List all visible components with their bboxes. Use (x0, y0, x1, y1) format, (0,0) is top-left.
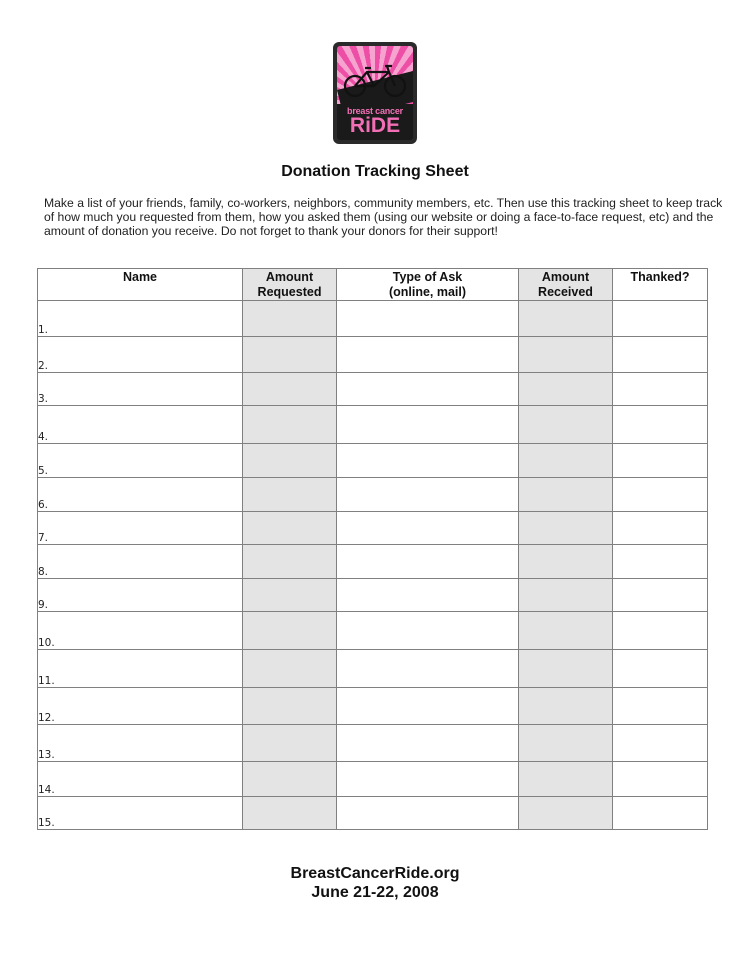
header-line: (online, mail) (388, 285, 467, 299)
amount-received-cell[interactable] (519, 797, 613, 830)
type-of-ask-cell[interactable] (337, 579, 519, 612)
column-header-type-of-ask (337, 269, 519, 301)
header-line: Type of Ask (392, 270, 463, 284)
amount-received-cell[interactable] (519, 688, 613, 725)
logo-badge (337, 46, 413, 140)
thanked-cell[interactable] (613, 444, 708, 478)
amount-received-cell[interactable] (519, 478, 613, 512)
column-header-name: Name (38, 269, 243, 301)
amount-requested-cell[interactable] (243, 579, 337, 612)
table-header-row (38, 269, 708, 301)
thanked-cell[interactable] (613, 579, 708, 612)
instructions-paragraph: Make a list of your friends, family, co-workers, neighbors, community members, etc. Then use this tracking sheet to keep track of how much you requested from them, how you asked them (using our website or doing a face-to-face request, etc) and the amount of donation you receive. Do not forget to thank your donors for their support! (44, 196, 723, 238)
type-of-ask-cell[interactable] (337, 725, 519, 762)
table-row (38, 301, 708, 337)
name-cell[interactable]: 9. (38, 579, 243, 612)
page-title: Donation Tracking Sheet (281, 163, 469, 180)
amount-received-cell[interactable] (519, 579, 613, 612)
thanked-cell[interactable] (613, 478, 708, 512)
amount-received-cell[interactable] (519, 545, 613, 579)
bicycle-icon (341, 62, 409, 98)
amount-received-cell[interactable] (519, 444, 613, 478)
table-row (38, 725, 708, 762)
name-cell[interactable]: 12. (38, 688, 243, 725)
type-of-ask-cell[interactable] (337, 797, 519, 830)
thanked-cell[interactable] (613, 337, 708, 373)
thanked-cell[interactable] (613, 545, 708, 579)
footer-website: BreastCancerRide.org (290, 865, 460, 882)
name-cell[interactable]: 4. (38, 406, 243, 444)
name-cell[interactable]: 7. (38, 512, 243, 545)
thanked-cell[interactable] (613, 650, 708, 688)
table-row (38, 688, 708, 725)
amount-requested-cell[interactable] (243, 650, 337, 688)
name-cell[interactable]: 6. (38, 478, 243, 512)
footer (0, 864, 750, 902)
amount-received-cell[interactable] (519, 373, 613, 406)
amount-received-cell[interactable] (519, 612, 613, 650)
amount-received-cell[interactable] (519, 301, 613, 337)
thanked-cell[interactable] (613, 612, 708, 650)
thanked-cell[interactable] (613, 762, 708, 797)
amount-requested-cell[interactable] (243, 512, 337, 545)
name-cell[interactable]: 1. (38, 301, 243, 337)
table-row (38, 478, 708, 512)
amount-requested-cell[interactable] (243, 337, 337, 373)
amount-requested-cell[interactable] (243, 762, 337, 797)
amount-received-cell[interactable] (519, 337, 613, 373)
logo-text-ride: RiDE (349, 114, 401, 137)
table-row (38, 406, 708, 444)
amount-received-cell[interactable] (519, 725, 613, 762)
type-of-ask-cell[interactable] (337, 337, 519, 373)
table-row (38, 337, 708, 373)
table-row (38, 444, 708, 478)
column-header-amount-requested (243, 269, 337, 301)
thanked-cell[interactable] (613, 301, 708, 337)
amount-requested-cell[interactable] (243, 612, 337, 650)
name-cell[interactable]: 13. (38, 725, 243, 762)
table-row (38, 579, 708, 612)
amount-received-cell[interactable] (519, 406, 613, 444)
amount-requested-cell[interactable] (243, 688, 337, 725)
type-of-ask-cell[interactable] (337, 650, 519, 688)
header-line: Amount (265, 270, 314, 284)
header-line: Requested (257, 285, 322, 299)
table-row (38, 545, 708, 579)
amount-received-cell[interactable] (519, 512, 613, 545)
name-cell[interactable]: 14. (38, 762, 243, 797)
thanked-cell[interactable] (613, 797, 708, 830)
column-header-thanked: Thanked? (613, 269, 708, 301)
type-of-ask-cell[interactable] (337, 373, 519, 406)
type-of-ask-cell[interactable] (337, 406, 519, 444)
name-cell[interactable]: 5. (38, 444, 243, 478)
amount-requested-cell[interactable] (243, 725, 337, 762)
type-of-ask-cell[interactable] (337, 612, 519, 650)
amount-requested-cell[interactable] (243, 545, 337, 579)
donation-tracking-table (37, 268, 708, 830)
amount-requested-cell[interactable] (243, 444, 337, 478)
amount-received-cell[interactable] (519, 650, 613, 688)
type-of-ask-cell[interactable] (337, 762, 519, 797)
type-of-ask-cell[interactable] (337, 512, 519, 545)
name-cell[interactable]: 10. (38, 612, 243, 650)
type-of-ask-cell[interactable] (337, 545, 519, 579)
table-row (38, 650, 708, 688)
name-cell[interactable]: 2. (38, 337, 243, 373)
amount-received-cell[interactable] (519, 762, 613, 797)
amount-requested-cell[interactable] (243, 301, 337, 337)
amount-requested-cell[interactable] (243, 797, 337, 830)
thanked-cell[interactable] (613, 512, 708, 545)
name-cell[interactable]: 11. (38, 650, 243, 688)
name-cell[interactable]: 8. (38, 545, 243, 579)
name-cell[interactable]: 3. (38, 373, 243, 406)
breast-cancer-ride-logo (333, 42, 417, 144)
table-row (38, 373, 708, 406)
table-row (38, 612, 708, 650)
thanked-cell[interactable] (613, 725, 708, 762)
table-row (38, 797, 708, 830)
thanked-cell[interactable] (613, 406, 708, 444)
amount-requested-cell[interactable] (243, 478, 337, 512)
name-cell[interactable]: 15. (38, 797, 243, 830)
amount-requested-cell[interactable] (243, 373, 337, 406)
thanked-cell[interactable] (613, 373, 708, 406)
header-line: Amount (541, 270, 590, 284)
type-of-ask-cell[interactable] (337, 478, 519, 512)
type-of-ask-cell[interactable] (337, 688, 519, 725)
table-row (38, 762, 708, 797)
thanked-cell[interactable] (613, 688, 708, 725)
header-line: Received (538, 285, 593, 299)
column-header-amount-received (519, 269, 613, 301)
logo-text-breast-cancer: breast cancer (347, 106, 403, 116)
footer-dates: June 21-22, 2008 (311, 884, 439, 901)
table-row (38, 512, 708, 545)
amount-requested-cell[interactable] (243, 406, 337, 444)
type-of-ask-cell[interactable] (337, 301, 519, 337)
type-of-ask-cell[interactable] (337, 444, 519, 478)
